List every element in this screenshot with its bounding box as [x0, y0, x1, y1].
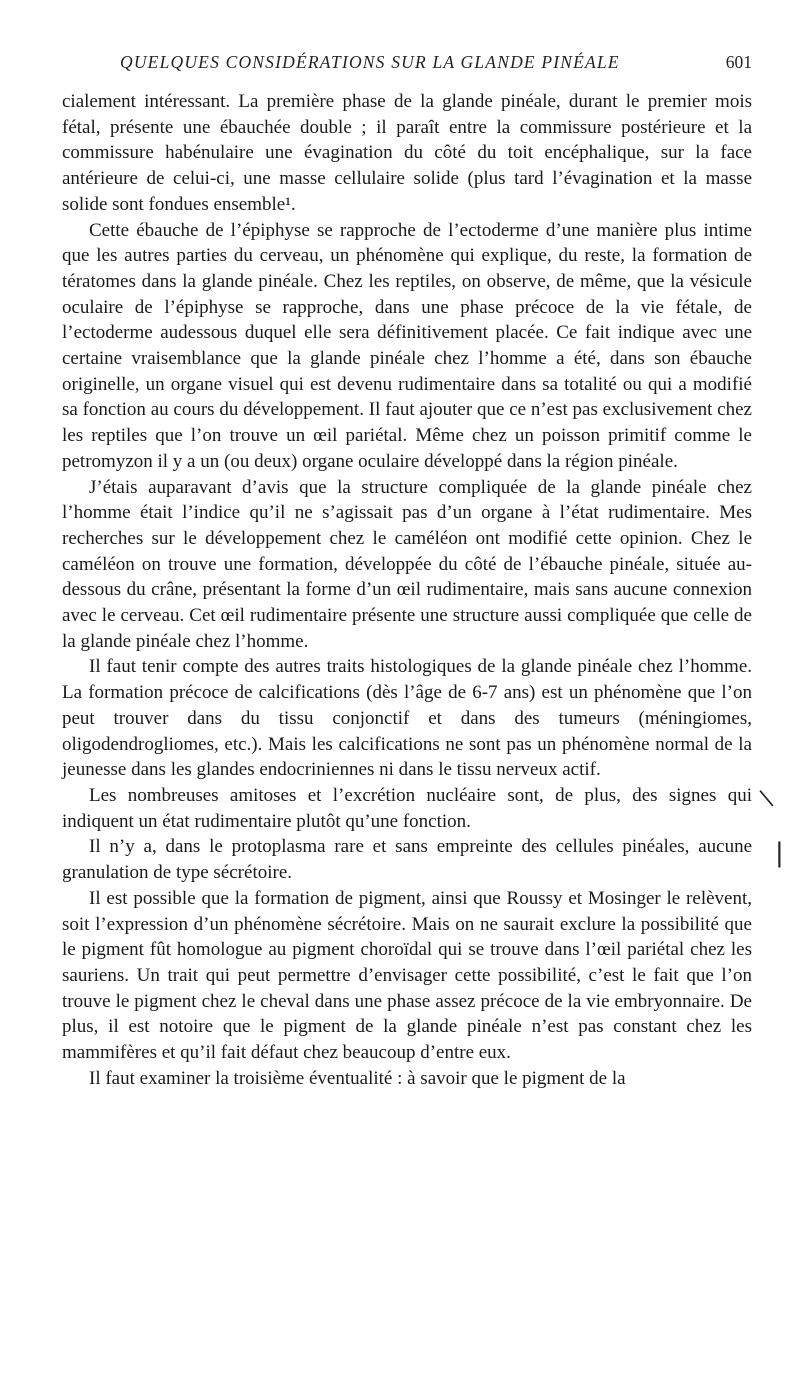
running-header — [120, 52, 752, 73]
paragraph-8: Il faut examiner la troisième éventualité : à savoir que le pigment de la — [89, 1067, 626, 1089]
paragraph-2: Cette ébauche de l’épiphyse se rapproche de l’ectoderme d’une manière plus intime que les autres parties du cerveau, un phénomène qui explique, du reste, la formation de tératomes dans la glande pinéale. Chez les reptiles, on observe, de même, que la vésicule oculaire de l’épiphyse se rapproche, dans une phase précoce de la vie fétale, de l’ectoderme audessous duquel elle sera définitivement placée. Ce fait indique avec une certaine vraisemblance que la glande pinéale chez l’homme a été, dans son ébauche originelle, un organe visuel qui est devenu rudimentaire dans sa totalité ou qui a modifié sa fonction au cours du développement. Il faut ajouter que ce n’est pas exclusivement chez les reptiles que l’on trouve un œil pariétal. Même chez un poisson primitif comme le petromyzon il y a un (ou deux) organe oculaire développé dans la région pinéale. — [62, 219, 752, 472]
body-text — [62, 89, 752, 1091]
paragraph-4: Il faut tenir compte des autres traits histologiques de la glande pinéale chez l’homme. La formation précoce de calcifications (dès l’âge de 6-7 ans) est un phénomène que l’on peut trouver dans du tissu conjonctif et dans des tumeurs (méningiomes, oligodendrogliomes, etc.). Mais les calcifications ne sont pas un phénomène normal de la jeunesse dans les glandes endocriniennes ni dans le tissu nerveux actif. — [62, 656, 752, 781]
paragraph-7: Il est possible que la formation de pigment, ainsi que Roussy et Mosinger le relèvent, soit l’expression d’un phénomène sécrétoire. Mais on ne saurait exclure la possibilité que le pigment fût homologue au pigment choroïdal qui se trouve dans l’œil pariétal chez les sauriens. Un trait qui peut permettre d’envisager cette possibilité, c’est le fait que l’on trouve le pigment chez le cheval dans une phase assez précoce de la vie embryonnaire. De plus, il est notoire que le pigment de la glande pinéale n’est pas constant chez les mammifères et qu’il fait défaut chez beaucoup d’entre eux. — [62, 887, 752, 1064]
margin-pencil-mark: | — [755, 785, 776, 809]
document-page — [62, 52, 752, 1091]
paragraph-5: Les nombreuses amitoses et l’excrétion nucléaire sont, de plus, des signes qui indiquent un état rudimentaire plutôt qu’une fonction. — [62, 784, 752, 832]
paragraph-6: Il n’y a, dans le protoplasma rare et sans empreinte des cellules pinéales, aucune granulation de type sécrétoire. — [62, 836, 752, 884]
paragraph-3: J’étais auparavant d’avis que la structure compliquée de la glande pinéale chez l’homme était l’indice qu’il ne s’agissait pas d’un organe à l’état rudimentaire. Mes recherches sur le développement chez le caméléon ont modifié cette opinion. Chez le caméléon on trouve une formation, développée du côté de l’ébauche pinéale, située audessous du crâne, présentant la forme d’un œil rudimentaire, mais sans aucune connexion avec le cerveau. Cet œil rudimentaire présente une structure aussi compliquée que celle de la glande pinéale chez l’homme. — [62, 476, 752, 652]
running-title: QUELQUES CONSIDÉRATIONS SUR LA GLANDE PINÉALE — [120, 52, 620, 72]
page-number: 601 — [725, 52, 752, 72]
paragraph-1: cialement intéressant. La première phase de la glande pinéale, durant le premier mois fétal, présente une ébauchée double ; il paraît entre la commissure postérieure et la commissure habénulaire une évagination du côté du toit encéphalique, sur la face antérieure de celui-ci, une masse cellulaire solide (plus tard l’évagination et la masse solide sont fondues ensemble¹. — [62, 91, 752, 215]
margin-pencil-line: | — [775, 838, 784, 868]
